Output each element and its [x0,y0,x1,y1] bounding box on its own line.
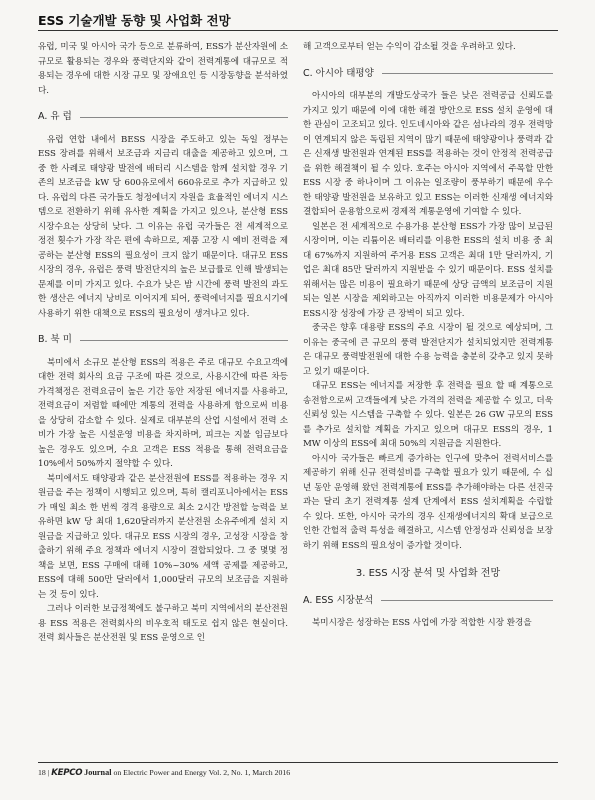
section-c-paragraph-3: 중국은 향후 대용량 ESS의 주요 시장이 될 것으로 예상되며, 그 이유는 중국에 큰 규모의 풍력 발전단지가 설치되었지만 전력계통은 대규모 풍력발전원에 대한 수용 능력을 충분히 갖추고 있지 못하고 있기 때문이다. [303,323,553,377]
running-header [38,8,558,32]
section-3-title: 3. ESS 시장 분석 및 사업화 전망 [355,568,501,579]
left-column [38,40,288,646]
section-c-heading [303,67,553,82]
section-b-title: B. 북 미 [38,334,72,345]
section-3a-heading [303,594,553,609]
header-rule [38,30,558,31]
section-a-paragraph-1: 유럽 연합 내에서 BESS 시장을 주도하고 있는 독일 정부는 ESS 장려를 위해서 보조금과 지금리 대출을 제공하고 있으며, 그중 한 사례로 태양광 발전에 배터리 시스템을 함께 설치할 경우 기존의 보조금을 kW 당 600유로에서 660유로로 추가 지급하고 있다. 유럽의 다른 국가들도 청정에너지 자원을 효율적인 에너지 시스템으로 전환하기 위해 유사한 계획을 가지고 있으나, 분산형 ESS 시장수요는 상당히 낮다. 그 이유는 유럽 국가들은 전 세계적으로 정전 횟수가 가장 작은 편에 속하므로, 제품 고장 시 예비 전력을 제공하는 분산형 ESS의 필요성이 크지 않기 때문이다. 대규모 ESS 시장의 경우, 유럽은 풍력 발전단지의 높은 보급률로 인해 발생되는 문제를 이미 가지고 있다. 수요가 낮은 밤 시간에 풍력 발전의 과도한 생산은 에너지 낭비로 이어지게 되어, 풍력에너지를 필요시기에 사용하기 위한 대책으로 ESS의 필요성이 생겨나고 있다. [38,134,288,319]
section-a-heading [38,110,288,125]
running-footer [38,762,558,782]
footer-separator: | [47,768,52,777]
section-c-paragraph-2: 일본은 전 세계적으로 수용가용 분산형 ESS가 가장 많이 보급된 시장이며, 이는 리튬이온 배터리를 이용한 ESS의 설치 비용 중 최대 67%까지 지원하여 주거용 ESS 고객은 최대 1만 달러까지, 기업은 최대 85만 달러까지 지원받을 수 있기 때문이다. ESS 설치를 위해서는 많은 비용이 필요하기 때문에 상당 금액의 보조금이 지원되는 일본 시장을 제외하고는 아직까지 이러한 비용문제가 아시아 ESS시장 성장에 가장 큰 장벽이 되고 있다. [303,221,553,319]
section-3a-paragraph-1: 북미시장은 성장하는 ESS 사업에 가장 적합한 시장 환경을 [312,618,532,628]
section-3a-rule [381,600,553,601]
intro-paragraph: 유럽, 미국 및 아시아 국가 등으로 분류하여, ESS가 분산자원에 소규모로 활용되는 경우와 풍력단지와 같이 전력계통에 대규모로 적용되는 경우에 대한 시장 규모 및 장애요인 등 시장동향을 분석하였다. [38,42,288,96]
section-c-rule [382,73,553,74]
page-number: 18 [38,768,46,777]
kepco-logo: KEPCO [51,768,83,778]
footer-rule [38,762,558,763]
section-3a-title: A. ESS 시장분석 [303,594,374,606]
right-column [303,40,553,631]
section-c-paragraph-1: 아시아의 대부분의 개발도상국가 들은 낮은 전력공급 신뢰도를 가지고 있기 때문에 이에 대한 해결 방안으로 ESS 설치 운영에 대한 관심이 고조되고 있다. 인도네시아와 같은 섬나라의 경우 전력망이 연계되지 않은 독립된 지역이 많기 때문에 태양광이나 풍력과 같은 신재생 발전원과 연계된 ESS를 적용하는 것이 안정적 전력공급을 위한 해결책이 될 수 있다. 호주는 아시아 지역에서 주목할 만한 ESS 시장 중 하나이며 그 이유는 일조량이 풍부하기 때문에 우수한 태양광 발전원을 보유하고 있고 ESS는 이러한 신재생 에너지와 결합되어 운용함으로써 경제적 계통운영에 기여할 수 있다. [303,91,553,217]
section-b-paragraph-3: 그러나 이러한 보급정책에도 불구하고 북미 지역에서의 분산전원용 ESS 적용은 전력회사의 비우호적 태도로 쉽지 않은 현실이다. 전력 회사들은 분산전원 및 ESS 운영으로 인 [38,604,288,643]
continued-paragraph: 해 고객으로부터 얻는 수익이 감소될 것을 우려하고 있다. [303,42,516,52]
section-a-title: A. 유 럽 [38,111,72,122]
section-a-rule [80,117,288,118]
journal-citation: on Electric Power and Energy Vol. 2, No. 1, March 2016 [113,768,291,777]
section-c-paragraph-5: 아시아 국가들은 빠르게 증가하는 인구에 맞추어 전력서비스를 제공하기 위해 신규 전력설비를 구축할 필요가 있기 때문에, 수 십년 동안 운영해 왔던 전력계통에 ESS를 추가해야하는 다른 선진국과는 달리 초기 전력계통 설계 단계에서 ESS 설치계획을 수립할 수 있다. 또한, 아시아 국가의 경우 신재생에너지의 확대 보급으로 인한 간헐적 출력 특성을 해결하고, 시스템 안정성과 신뢰성을 보장하기 위해 ESS의 필요성이 증가할 것이다. [303,453,553,551]
section-b-heading [38,333,288,348]
running-header-title: ESS 기술개발 동향 및 사업화 전망 [38,13,231,28]
footer-text [38,768,290,778]
section-b-paragraph-1: 북미에서 소규모 분산형 ESS의 적용은 주로 대규모 수요고객에 대한 전력 회사의 요금 구조에 따른 것으로, 사용시간에 따른 차등 가격책정은 전력요금이 높은 기간 동안 저장된 에너지를 사용하고, 전력요금이 저렴할 때에만 계통의 전력을 사용하게 함으로써 비용을 상당히 감소할 수 있다. 실제로 대부분의 산업 시설에서 전력 소비가 가장 높은 시설운영 비용을 차지하며, 피크는 지불 임금보다 높은 경우도 있으며, 수요 고객은 ESS 적용을 통해 전력요금을 10%에서 50%까지 절약할 수 있다. [38,357,288,469]
journal-name: Journal [84,768,112,777]
section-b-rule [80,340,288,341]
section-c-title: C. 아시아 태평양 [303,67,374,79]
section-c-paragraph-4: 대규모 ESS는 에너지를 저장한 후 전력을 필요 할 때 계통으로 송전함으로써 고객들에게 낮은 가격의 전력을 제공할 수 있고, 더욱 신뢰성 있는 시스템을 구축할 수 있다. 일본은 26 GW 규모의 ESS를 추가로 설치할 계획을 가지고 있으며 대규모 ESS의 경우, 1 MW 이상의 ESS에 최대 50%의 지원금을 지원한다. [303,381,553,449]
section-b-paragraph-2: 북미에서도 태양광과 같은 분산전원에 ESS를 적용하는 경우 지원금을 주는 정책이 시행되고 있으며, 특히 캘리포니아에서는 ESS가 매일 최소 한 번씩 경격 용량으로 최소 2시간 방전할 능력을 보유하면 kW 당 최대 1,620달러까지 분산전원 소유주에게 설치 지원금을 지급하고 있다. 대규모 ESS 시장의 경우, 고성장 시장을 창출하기 위해 주요 정책과 에너지 시장이 결합되었다. 그 중 몇몇 정책을 보면, ESS 구매에 대해 10%~30% 세액 공제를 제공하고, ESS에 대해 500만 달러에서 1,000달러 규모의 보조금을 지원하는 것 등이 있다. [38,473,288,600]
